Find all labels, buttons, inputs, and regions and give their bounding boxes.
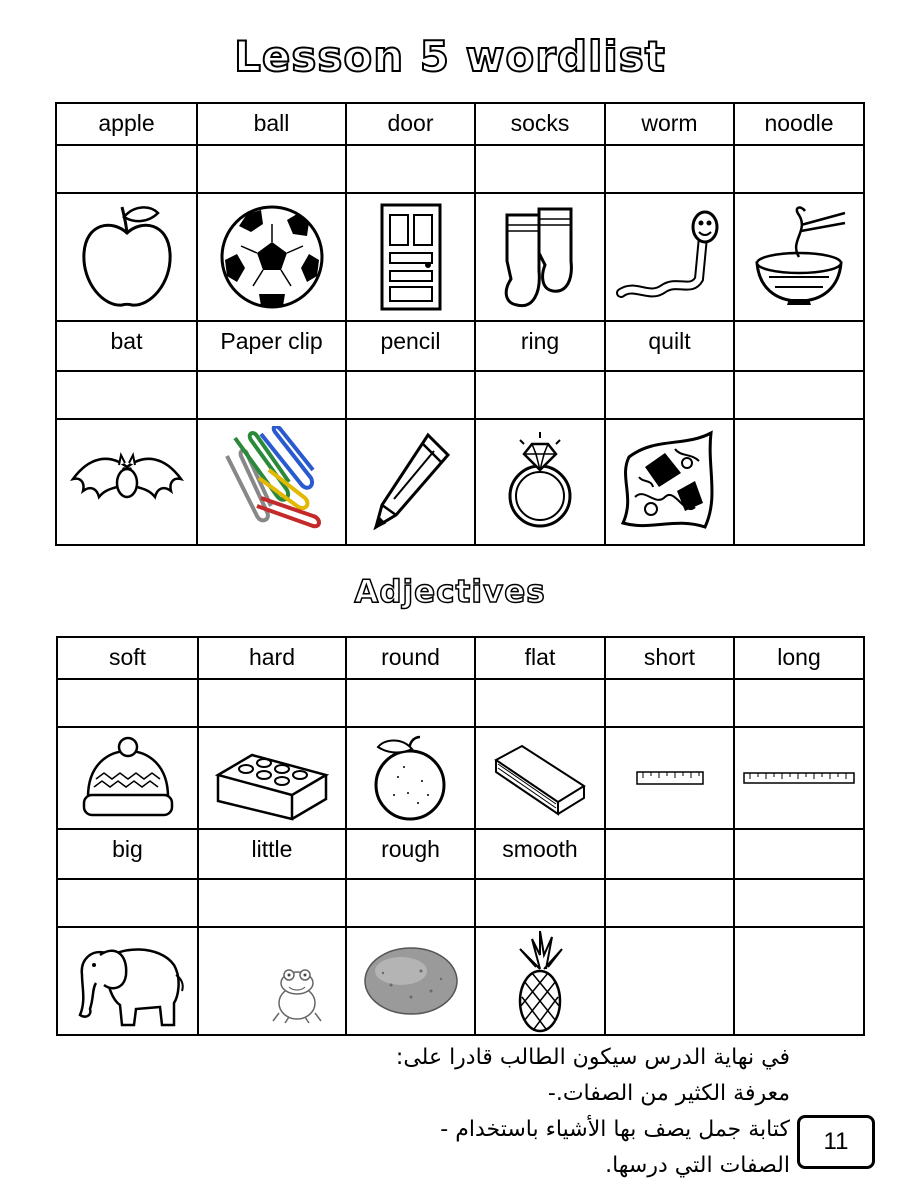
blank-write-cell — [198, 879, 346, 927]
empty-cell — [734, 927, 864, 1035]
word-cell: hard — [198, 637, 346, 679]
empty-cell — [734, 419, 864, 545]
picture-cell — [56, 419, 197, 545]
objective-line: معرفة الكثير من الصفات.- — [547, 1081, 790, 1106]
pencil-icon — [366, 427, 456, 537]
quilt-icon — [615, 427, 725, 537]
worm-icon — [615, 207, 725, 307]
frog-icon — [207, 931, 337, 1031]
word-cell: worm — [605, 103, 734, 145]
picture-cell — [346, 193, 475, 321]
blank-write-cell — [346, 371, 475, 419]
blank-write-cell — [198, 679, 346, 727]
elephant-icon — [70, 931, 186, 1031]
word-cell: bat — [56, 321, 197, 371]
apple-icon — [72, 201, 182, 313]
picture-cell — [56, 193, 197, 321]
blank-write-cell — [346, 679, 475, 727]
blank-write-cell — [346, 879, 475, 927]
blank-write-cell — [605, 371, 734, 419]
word-cell: apple — [56, 103, 197, 145]
blank-write-cell — [475, 879, 605, 927]
knit-hat-icon — [78, 735, 178, 821]
word-cell — [605, 829, 734, 879]
long-ruler-icon — [742, 768, 856, 788]
picture-cell — [475, 727, 605, 829]
picture-cell — [734, 727, 864, 829]
ring-icon — [500, 430, 580, 534]
word-cell: smooth — [475, 829, 605, 879]
picture-cell — [475, 419, 605, 545]
book-icon — [492, 738, 588, 818]
blank-write-cell — [605, 145, 734, 193]
short-ruler-icon — [635, 768, 705, 788]
picture-cell — [605, 727, 734, 829]
word-cell: ring — [475, 321, 605, 371]
blank-write-cell — [56, 145, 197, 193]
blank-write-cell — [197, 145, 346, 193]
picture-cell — [346, 727, 475, 829]
wordlist-table — [55, 102, 865, 546]
door-icon — [376, 201, 446, 313]
socks-icon — [495, 201, 585, 313]
word-cell: long — [734, 637, 864, 679]
objective-line: كتابة جمل يصف بها الأشياء باستخدام - — [440, 1117, 790, 1142]
page-title: Lesson 5 wordlist — [234, 32, 666, 81]
bat-icon — [69, 447, 185, 517]
word-cell: door — [346, 103, 475, 145]
picture-cell — [346, 419, 475, 545]
blank-write-cell — [197, 371, 346, 419]
word-cell: ball — [197, 103, 346, 145]
word-cell: rough — [346, 829, 475, 879]
blank-write-cell — [475, 679, 605, 727]
picture-cell — [57, 927, 198, 1035]
lego-brick-icon — [212, 735, 332, 821]
word-cell: socks — [475, 103, 605, 145]
word-cell: short — [605, 637, 734, 679]
soccer-ball-icon — [217, 202, 327, 312]
word-cell — [734, 829, 864, 879]
picture-cell — [605, 419, 734, 545]
pineapple-icon — [510, 929, 570, 1033]
learning-objectives — [330, 1040, 790, 1184]
picture-cell — [475, 193, 605, 321]
word-cell: round — [346, 637, 475, 679]
objective-line: في نهاية الدرس سيكون الطالب قادرا على: — [395, 1045, 790, 1070]
objective-line: الصفات التي درسها. — [605, 1153, 790, 1178]
picture-cell — [605, 193, 734, 321]
picture-cell — [734, 193, 864, 321]
word-cell — [734, 321, 864, 371]
blank-write-cell — [734, 145, 864, 193]
picture-cell — [198, 927, 346, 1035]
word-cell: soft — [57, 637, 198, 679]
blank-write-cell — [346, 145, 475, 193]
blank-write-cell — [734, 879, 864, 927]
blank-write-cell — [475, 145, 605, 193]
word-cell: Paper clip — [197, 321, 346, 371]
orange-icon — [368, 733, 454, 823]
word-cell: noodle — [734, 103, 864, 145]
picture-cell — [346, 927, 475, 1035]
section-title: Adjectives — [354, 574, 546, 610]
adjectives-table — [56, 636, 865, 1036]
picture-cell — [475, 927, 605, 1035]
picture-cell — [57, 727, 198, 829]
blank-write-cell — [734, 679, 864, 727]
paper-clip-icon — [217, 426, 327, 538]
blank-write-cell — [57, 679, 198, 727]
word-cell: pencil — [346, 321, 475, 371]
word-cell: big — [57, 829, 198, 879]
blank-write-cell — [57, 879, 198, 927]
picture-cell — [197, 193, 346, 321]
word-cell: flat — [475, 637, 605, 679]
blank-write-cell — [56, 371, 197, 419]
blank-write-cell — [605, 879, 734, 927]
word-cell: quilt — [605, 321, 734, 371]
blank-write-cell — [605, 679, 734, 727]
picture-cell — [198, 727, 346, 829]
page-number: 11 — [797, 1115, 875, 1169]
blank-write-cell — [734, 371, 864, 419]
word-cell: little — [198, 829, 346, 879]
noodle-bowl-icon — [749, 201, 849, 313]
rock-icon — [361, 941, 461, 1021]
blank-write-cell — [475, 371, 605, 419]
empty-cell — [605, 927, 734, 1035]
picture-cell — [197, 419, 346, 545]
